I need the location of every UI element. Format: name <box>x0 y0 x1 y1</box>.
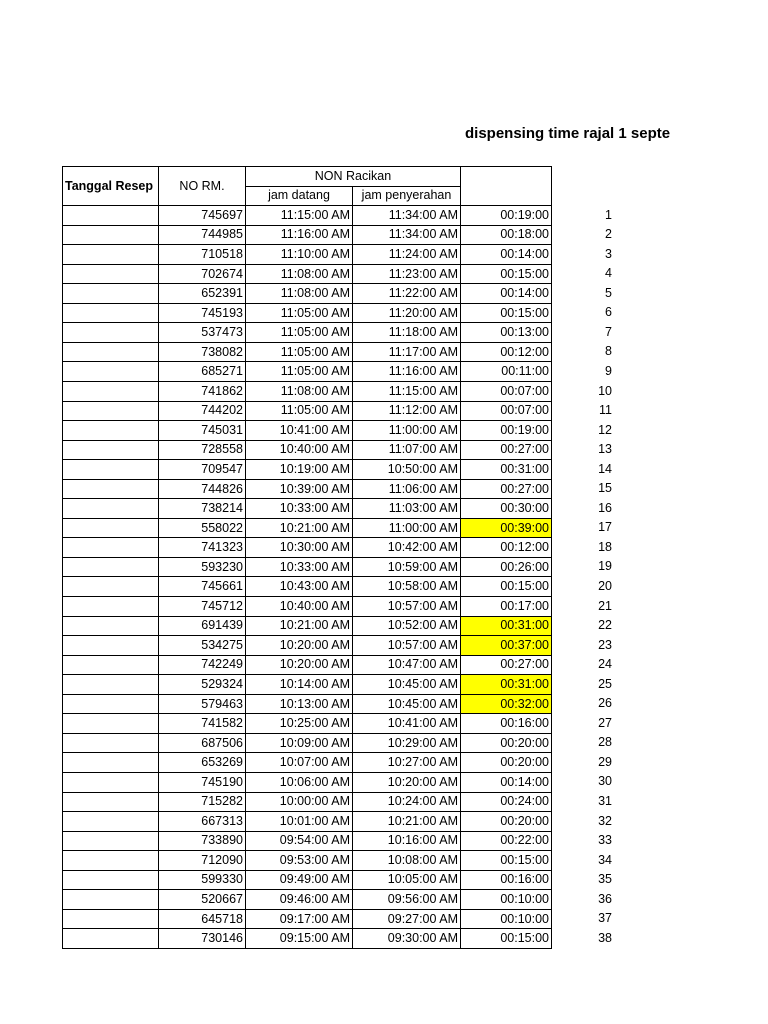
jam-datang-cell: 10:13:00 AM <box>246 694 353 714</box>
jam-penyerahan-cell: 11:23:00 AM <box>353 264 461 284</box>
row-number: 12 <box>598 422 612 437</box>
jam-datang-cell: 11:08:00 AM <box>246 382 353 402</box>
jam-penyerahan-cell: 10:05:00 AM <box>353 870 461 890</box>
no-rm-cell: 744985 <box>159 225 246 245</box>
jam-penyerahan-cell: 10:21:00 AM <box>353 812 461 832</box>
no-rm-cell: 667313 <box>159 812 246 832</box>
jam-datang-cell: 10:19:00 AM <box>246 460 353 480</box>
row-number: 25 <box>598 676 612 691</box>
header-non-racikan: NON Racikan <box>246 167 461 187</box>
jam-datang-cell: 11:05:00 AM <box>246 342 353 362</box>
jam-datang-cell: 09:15:00 AM <box>246 929 353 949</box>
no-rm-cell: 742249 <box>159 655 246 675</box>
durasi-cell: 00:20:00 <box>461 812 552 832</box>
row-number: 3 <box>605 246 612 261</box>
tanggal-cell <box>63 284 159 304</box>
tanggal-cell <box>63 303 159 323</box>
row-number: 38 <box>598 930 612 945</box>
jam-datang-cell: 10:33:00 AM <box>246 557 353 577</box>
no-rm-cell: 744826 <box>159 479 246 499</box>
tanggal-cell <box>63 772 159 792</box>
no-rm-cell: 520667 <box>159 890 246 910</box>
row-number: 17 <box>598 520 612 535</box>
row-number: 5 <box>605 285 612 300</box>
table-row <box>63 714 552 734</box>
table-row <box>63 636 552 656</box>
table-row <box>63 909 552 929</box>
jam-penyerahan-cell: 11:03:00 AM <box>353 499 461 519</box>
tanggal-cell <box>63 479 159 499</box>
durasi-cell: 00:10:00 <box>461 890 552 910</box>
jam-datang-cell: 09:53:00 AM <box>246 851 353 871</box>
jam-datang-cell: 10:21:00 AM <box>246 616 353 636</box>
durasi-cell: 00:14:00 <box>461 245 552 265</box>
tanggal-cell <box>63 460 159 480</box>
tanggal-cell <box>63 636 159 656</box>
durasi-cell: 00:12:00 <box>461 342 552 362</box>
tanggal-cell <box>63 851 159 871</box>
durasi-cell: 00:31:00 <box>461 460 552 480</box>
jam-penyerahan-cell: 11:06:00 AM <box>353 479 461 499</box>
durasi-cell: 00:37:00 <box>461 636 552 656</box>
no-rm-cell: 537473 <box>159 323 246 343</box>
table-row <box>63 323 552 343</box>
jam-datang-cell: 10:43:00 AM <box>246 577 353 597</box>
jam-penyerahan-cell: 10:29:00 AM <box>353 733 461 753</box>
row-number: 14 <box>598 461 612 476</box>
jam-penyerahan-cell: 11:00:00 AM <box>353 518 461 538</box>
durasi-cell: 00:20:00 <box>461 733 552 753</box>
no-rm-cell: 728558 <box>159 440 246 460</box>
jam-penyerahan-cell: 11:16:00 AM <box>353 362 461 382</box>
tanggal-cell <box>63 831 159 851</box>
no-rm-cell: 687506 <box>159 733 246 753</box>
row-number: 19 <box>598 559 612 574</box>
jam-datang-cell: 11:08:00 AM <box>246 284 353 304</box>
tanggal-cell <box>63 714 159 734</box>
jam-datang-cell: 09:17:00 AM <box>246 909 353 929</box>
jam-datang-cell: 11:05:00 AM <box>246 401 353 421</box>
tanggal-cell <box>63 890 159 910</box>
durasi-cell: 00:16:00 <box>461 870 552 890</box>
row-number: 30 <box>598 774 612 789</box>
jam-penyerahan-cell: 11:18:00 AM <box>353 323 461 343</box>
durasi-cell: 00:14:00 <box>461 772 552 792</box>
table-row <box>63 421 552 441</box>
jam-datang-cell: 10:20:00 AM <box>246 636 353 656</box>
no-rm-cell: 534275 <box>159 636 246 656</box>
jam-penyerahan-cell: 10:24:00 AM <box>353 792 461 812</box>
tanggal-cell <box>63 421 159 441</box>
row-number: 27 <box>598 715 612 730</box>
durasi-cell: 00:15:00 <box>461 577 552 597</box>
jam-penyerahan-cell: 10:41:00 AM <box>353 714 461 734</box>
row-number: 8 <box>605 344 612 359</box>
no-rm-cell: 712090 <box>159 851 246 871</box>
row-number: 15 <box>598 481 612 496</box>
jam-penyerahan-cell: 11:34:00 AM <box>353 206 461 226</box>
row-number: 20 <box>598 578 612 593</box>
table-row <box>63 733 552 753</box>
jam-datang-cell: 11:05:00 AM <box>246 303 353 323</box>
jam-datang-cell: 09:54:00 AM <box>246 831 353 851</box>
jam-penyerahan-cell: 11:15:00 AM <box>353 382 461 402</box>
tanggal-cell <box>63 342 159 362</box>
no-rm-cell: 730146 <box>159 929 246 949</box>
durasi-cell: 00:12:00 <box>461 538 552 558</box>
table-row <box>63 479 552 499</box>
jam-datang-cell: 10:41:00 AM <box>246 421 353 441</box>
table-row <box>63 460 552 480</box>
tanggal-cell <box>63 655 159 675</box>
no-rm-cell: 745190 <box>159 772 246 792</box>
table-row <box>63 284 552 304</box>
durasi-cell: 00:30:00 <box>461 499 552 519</box>
tanggal-cell <box>63 812 159 832</box>
jam-datang-cell: 11:10:00 AM <box>246 245 353 265</box>
row-number: 36 <box>598 891 612 906</box>
row-number: 2 <box>605 227 612 242</box>
table-row <box>63 342 552 362</box>
table-row <box>63 518 552 538</box>
durasi-cell: 00:18:00 <box>461 225 552 245</box>
table-row <box>63 401 552 421</box>
row-number: 18 <box>598 539 612 554</box>
tanggal-cell <box>63 675 159 695</box>
table-row <box>63 382 552 402</box>
row-number: 34 <box>598 852 612 867</box>
row-number: 21 <box>598 598 612 613</box>
row-number: 9 <box>605 363 612 378</box>
tanggal-cell <box>63 870 159 890</box>
tanggal-cell <box>63 206 159 226</box>
table-row <box>63 440 552 460</box>
tanggal-cell <box>63 694 159 714</box>
durasi-cell: 00:27:00 <box>461 440 552 460</box>
row-number: 24 <box>598 657 612 672</box>
durasi-cell: 00:15:00 <box>461 851 552 871</box>
durasi-cell: 00:26:00 <box>461 557 552 577</box>
jam-penyerahan-cell: 11:34:00 AM <box>353 225 461 245</box>
table-row <box>63 812 552 832</box>
no-rm-cell: 710518 <box>159 245 246 265</box>
no-rm-cell: 709547 <box>159 460 246 480</box>
jam-datang-cell: 11:05:00 AM <box>246 362 353 382</box>
no-rm-cell: 558022 <box>159 518 246 538</box>
jam-datang-cell: 10:01:00 AM <box>246 812 353 832</box>
tanggal-cell <box>63 616 159 636</box>
row-number: 29 <box>598 754 612 769</box>
table-row <box>63 675 552 695</box>
durasi-cell: 00:15:00 <box>461 929 552 949</box>
jam-datang-cell: 10:30:00 AM <box>246 538 353 558</box>
jam-penyerahan-cell: 10:47:00 AM <box>353 655 461 675</box>
durasi-cell: 00:20:00 <box>461 753 552 773</box>
header-tanggal-resep: Tanggal Resep <box>63 167 159 206</box>
table-row <box>63 206 552 226</box>
table-row <box>63 616 552 636</box>
jam-datang-cell: 10:06:00 AM <box>246 772 353 792</box>
durasi-cell: 00:07:00 <box>461 401 552 421</box>
row-number: 7 <box>605 324 612 339</box>
jam-datang-cell: 11:15:00 AM <box>246 206 353 226</box>
durasi-cell: 00:07:00 <box>461 382 552 402</box>
no-rm-cell: 691439 <box>159 616 246 636</box>
no-rm-cell: 741323 <box>159 538 246 558</box>
no-rm-cell: 745193 <box>159 303 246 323</box>
jam-datang-cell: 11:05:00 AM <box>246 323 353 343</box>
tanggal-cell <box>63 382 159 402</box>
no-rm-cell: 744202 <box>159 401 246 421</box>
no-rm-cell: 715282 <box>159 792 246 812</box>
tanggal-cell <box>63 264 159 284</box>
tanggal-cell <box>63 577 159 597</box>
jam-penyerahan-cell: 11:12:00 AM <box>353 401 461 421</box>
jam-datang-cell: 10:25:00 AM <box>246 714 353 734</box>
no-rm-cell: 738082 <box>159 342 246 362</box>
tanggal-cell <box>63 557 159 577</box>
table-row <box>63 245 552 265</box>
jam-penyerahan-cell: 10:57:00 AM <box>353 597 461 617</box>
table-row <box>63 870 552 890</box>
tanggal-cell <box>63 733 159 753</box>
durasi-cell: 00:10:00 <box>461 909 552 929</box>
tanggal-cell <box>63 245 159 265</box>
row-number: 22 <box>598 618 612 633</box>
durasi-cell: 00:31:00 <box>461 675 552 695</box>
row-number: 6 <box>605 305 612 320</box>
no-rm-cell: 745697 <box>159 206 246 226</box>
header-jam-penyerahan: jam penyerahan <box>353 186 461 206</box>
table-row <box>63 362 552 382</box>
table-row <box>63 890 552 910</box>
table-row <box>63 772 552 792</box>
jam-penyerahan-cell: 10:45:00 AM <box>353 694 461 714</box>
durasi-cell: 00:11:00 <box>461 362 552 382</box>
jam-penyerahan-cell: 09:27:00 AM <box>353 909 461 929</box>
tanggal-cell <box>63 225 159 245</box>
jam-datang-cell: 11:08:00 AM <box>246 264 353 284</box>
tanggal-cell <box>63 597 159 617</box>
jam-datang-cell: 10:21:00 AM <box>246 518 353 538</box>
no-rm-cell: 652391 <box>159 284 246 304</box>
jam-datang-cell: 10:33:00 AM <box>246 499 353 519</box>
tanggal-cell <box>63 929 159 949</box>
jam-penyerahan-cell: 09:56:00 AM <box>353 890 461 910</box>
tanggal-cell <box>63 323 159 343</box>
durasi-cell: 00:27:00 <box>461 479 552 499</box>
jam-penyerahan-cell: 10:20:00 AM <box>353 772 461 792</box>
row-number: 23 <box>598 637 612 652</box>
table-row <box>63 225 552 245</box>
tanggal-cell <box>63 753 159 773</box>
durasi-cell: 00:16:00 <box>461 714 552 734</box>
row-number: 16 <box>598 500 612 515</box>
jam-penyerahan-cell: 10:27:00 AM <box>353 753 461 773</box>
durasi-cell: 00:15:00 <box>461 264 552 284</box>
jam-penyerahan-cell: 10:59:00 AM <box>353 557 461 577</box>
jam-penyerahan-cell: 11:00:00 AM <box>353 421 461 441</box>
row-number: 32 <box>598 813 612 828</box>
jam-datang-cell: 10:39:00 AM <box>246 479 353 499</box>
tanggal-cell <box>63 401 159 421</box>
table-row <box>63 831 552 851</box>
jam-penyerahan-cell: 10:58:00 AM <box>353 577 461 597</box>
header-durasi <box>461 167 552 206</box>
durasi-cell: 00:24:00 <box>461 792 552 812</box>
table-row <box>63 557 552 577</box>
no-rm-cell: 745661 <box>159 577 246 597</box>
jam-datang-cell: 09:49:00 AM <box>246 870 353 890</box>
jam-penyerahan-cell: 10:42:00 AM <box>353 538 461 558</box>
table-row <box>63 753 552 773</box>
no-rm-cell: 529324 <box>159 675 246 695</box>
document-title: dispensing time rajal 1 septe <box>465 125 671 142</box>
table-row <box>63 655 552 675</box>
jam-penyerahan-cell: 10:52:00 AM <box>353 616 461 636</box>
durasi-cell: 00:19:00 <box>461 206 552 226</box>
no-rm-cell: 579463 <box>159 694 246 714</box>
jam-datang-cell: 10:40:00 AM <box>246 597 353 617</box>
row-number: 13 <box>598 442 612 457</box>
no-rm-cell: 645718 <box>159 909 246 929</box>
row-number: 10 <box>598 383 612 398</box>
jam-penyerahan-cell: 10:16:00 AM <box>353 831 461 851</box>
no-rm-cell: 653269 <box>159 753 246 773</box>
table-row <box>63 264 552 284</box>
row-number: 11 <box>599 403 612 418</box>
table-row <box>63 597 552 617</box>
header-jam-datang: jam datang <box>246 186 353 206</box>
no-rm-cell: 741582 <box>159 714 246 734</box>
tanggal-cell <box>63 362 159 382</box>
tanggal-cell <box>63 440 159 460</box>
jam-penyerahan-cell: 11:20:00 AM <box>353 303 461 323</box>
no-rm-cell: 685271 <box>159 362 246 382</box>
table-row <box>63 694 552 714</box>
durasi-cell: 00:32:00 <box>461 694 552 714</box>
durasi-cell: 00:17:00 <box>461 597 552 617</box>
table-row <box>63 499 552 519</box>
durasi-cell: 00:27:00 <box>461 655 552 675</box>
table-row <box>63 538 552 558</box>
jam-datang-cell: 10:20:00 AM <box>246 655 353 675</box>
table-body <box>63 206 552 949</box>
durasi-cell: 00:19:00 <box>461 421 552 441</box>
jam-datang-cell: 10:14:00 AM <box>246 675 353 695</box>
jam-datang-cell: 10:09:00 AM <box>246 733 353 753</box>
jam-penyerahan-cell: 11:17:00 AM <box>353 342 461 362</box>
jam-datang-cell: 10:40:00 AM <box>246 440 353 460</box>
row-number: 4 <box>605 266 612 281</box>
tanggal-cell <box>63 792 159 812</box>
no-rm-cell: 738214 <box>159 499 246 519</box>
no-rm-cell: 745712 <box>159 597 246 617</box>
durasi-cell: 00:13:00 <box>461 323 552 343</box>
tanggal-cell <box>63 518 159 538</box>
no-rm-cell: 599330 <box>159 870 246 890</box>
row-number: 1 <box>605 207 612 222</box>
row-number: 26 <box>598 696 612 711</box>
jam-datang-cell: 10:07:00 AM <box>246 753 353 773</box>
jam-penyerahan-cell: 11:22:00 AM <box>353 284 461 304</box>
table-row <box>63 792 552 812</box>
jam-penyerahan-cell: 10:57:00 AM <box>353 636 461 656</box>
jam-datang-cell: 10:00:00 AM <box>246 792 353 812</box>
durasi-cell: 00:14:00 <box>461 284 552 304</box>
table-row <box>63 929 552 949</box>
row-number: 35 <box>598 872 612 887</box>
tanggal-cell <box>63 538 159 558</box>
jam-penyerahan-cell: 11:24:00 AM <box>353 245 461 265</box>
table-row <box>63 577 552 597</box>
row-number: 33 <box>598 833 612 848</box>
no-rm-cell: 733890 <box>159 831 246 851</box>
jam-datang-cell: 09:46:00 AM <box>246 890 353 910</box>
no-rm-cell: 702674 <box>159 264 246 284</box>
tanggal-cell <box>63 499 159 519</box>
tanggal-cell <box>63 909 159 929</box>
row-number: 31 <box>598 794 612 808</box>
no-rm-cell: 593230 <box>159 557 246 577</box>
table-row <box>63 851 552 871</box>
durasi-cell: 00:22:00 <box>461 831 552 851</box>
table-row <box>63 303 552 323</box>
jam-penyerahan-cell: 10:45:00 AM <box>353 675 461 695</box>
durasi-cell: 00:15:00 <box>461 303 552 323</box>
no-rm-cell: 745031 <box>159 421 246 441</box>
jam-datang-cell: 11:16:00 AM <box>246 225 353 245</box>
dispensing-time-table <box>62 166 552 949</box>
durasi-cell: 00:31:00 <box>461 616 552 636</box>
jam-penyerahan-cell: 10:50:00 AM <box>353 460 461 480</box>
jam-penyerahan-cell: 10:08:00 AM <box>353 851 461 871</box>
jam-penyerahan-cell: 11:07:00 AM <box>353 440 461 460</box>
jam-penyerahan-cell: 09:30:00 AM <box>353 929 461 949</box>
header-no-rm: NO RM. <box>159 167 246 206</box>
durasi-cell: 00:39:00 <box>461 518 552 538</box>
row-number: 37 <box>598 911 612 926</box>
row-number: 28 <box>598 735 612 750</box>
no-rm-cell: 741862 <box>159 382 246 402</box>
